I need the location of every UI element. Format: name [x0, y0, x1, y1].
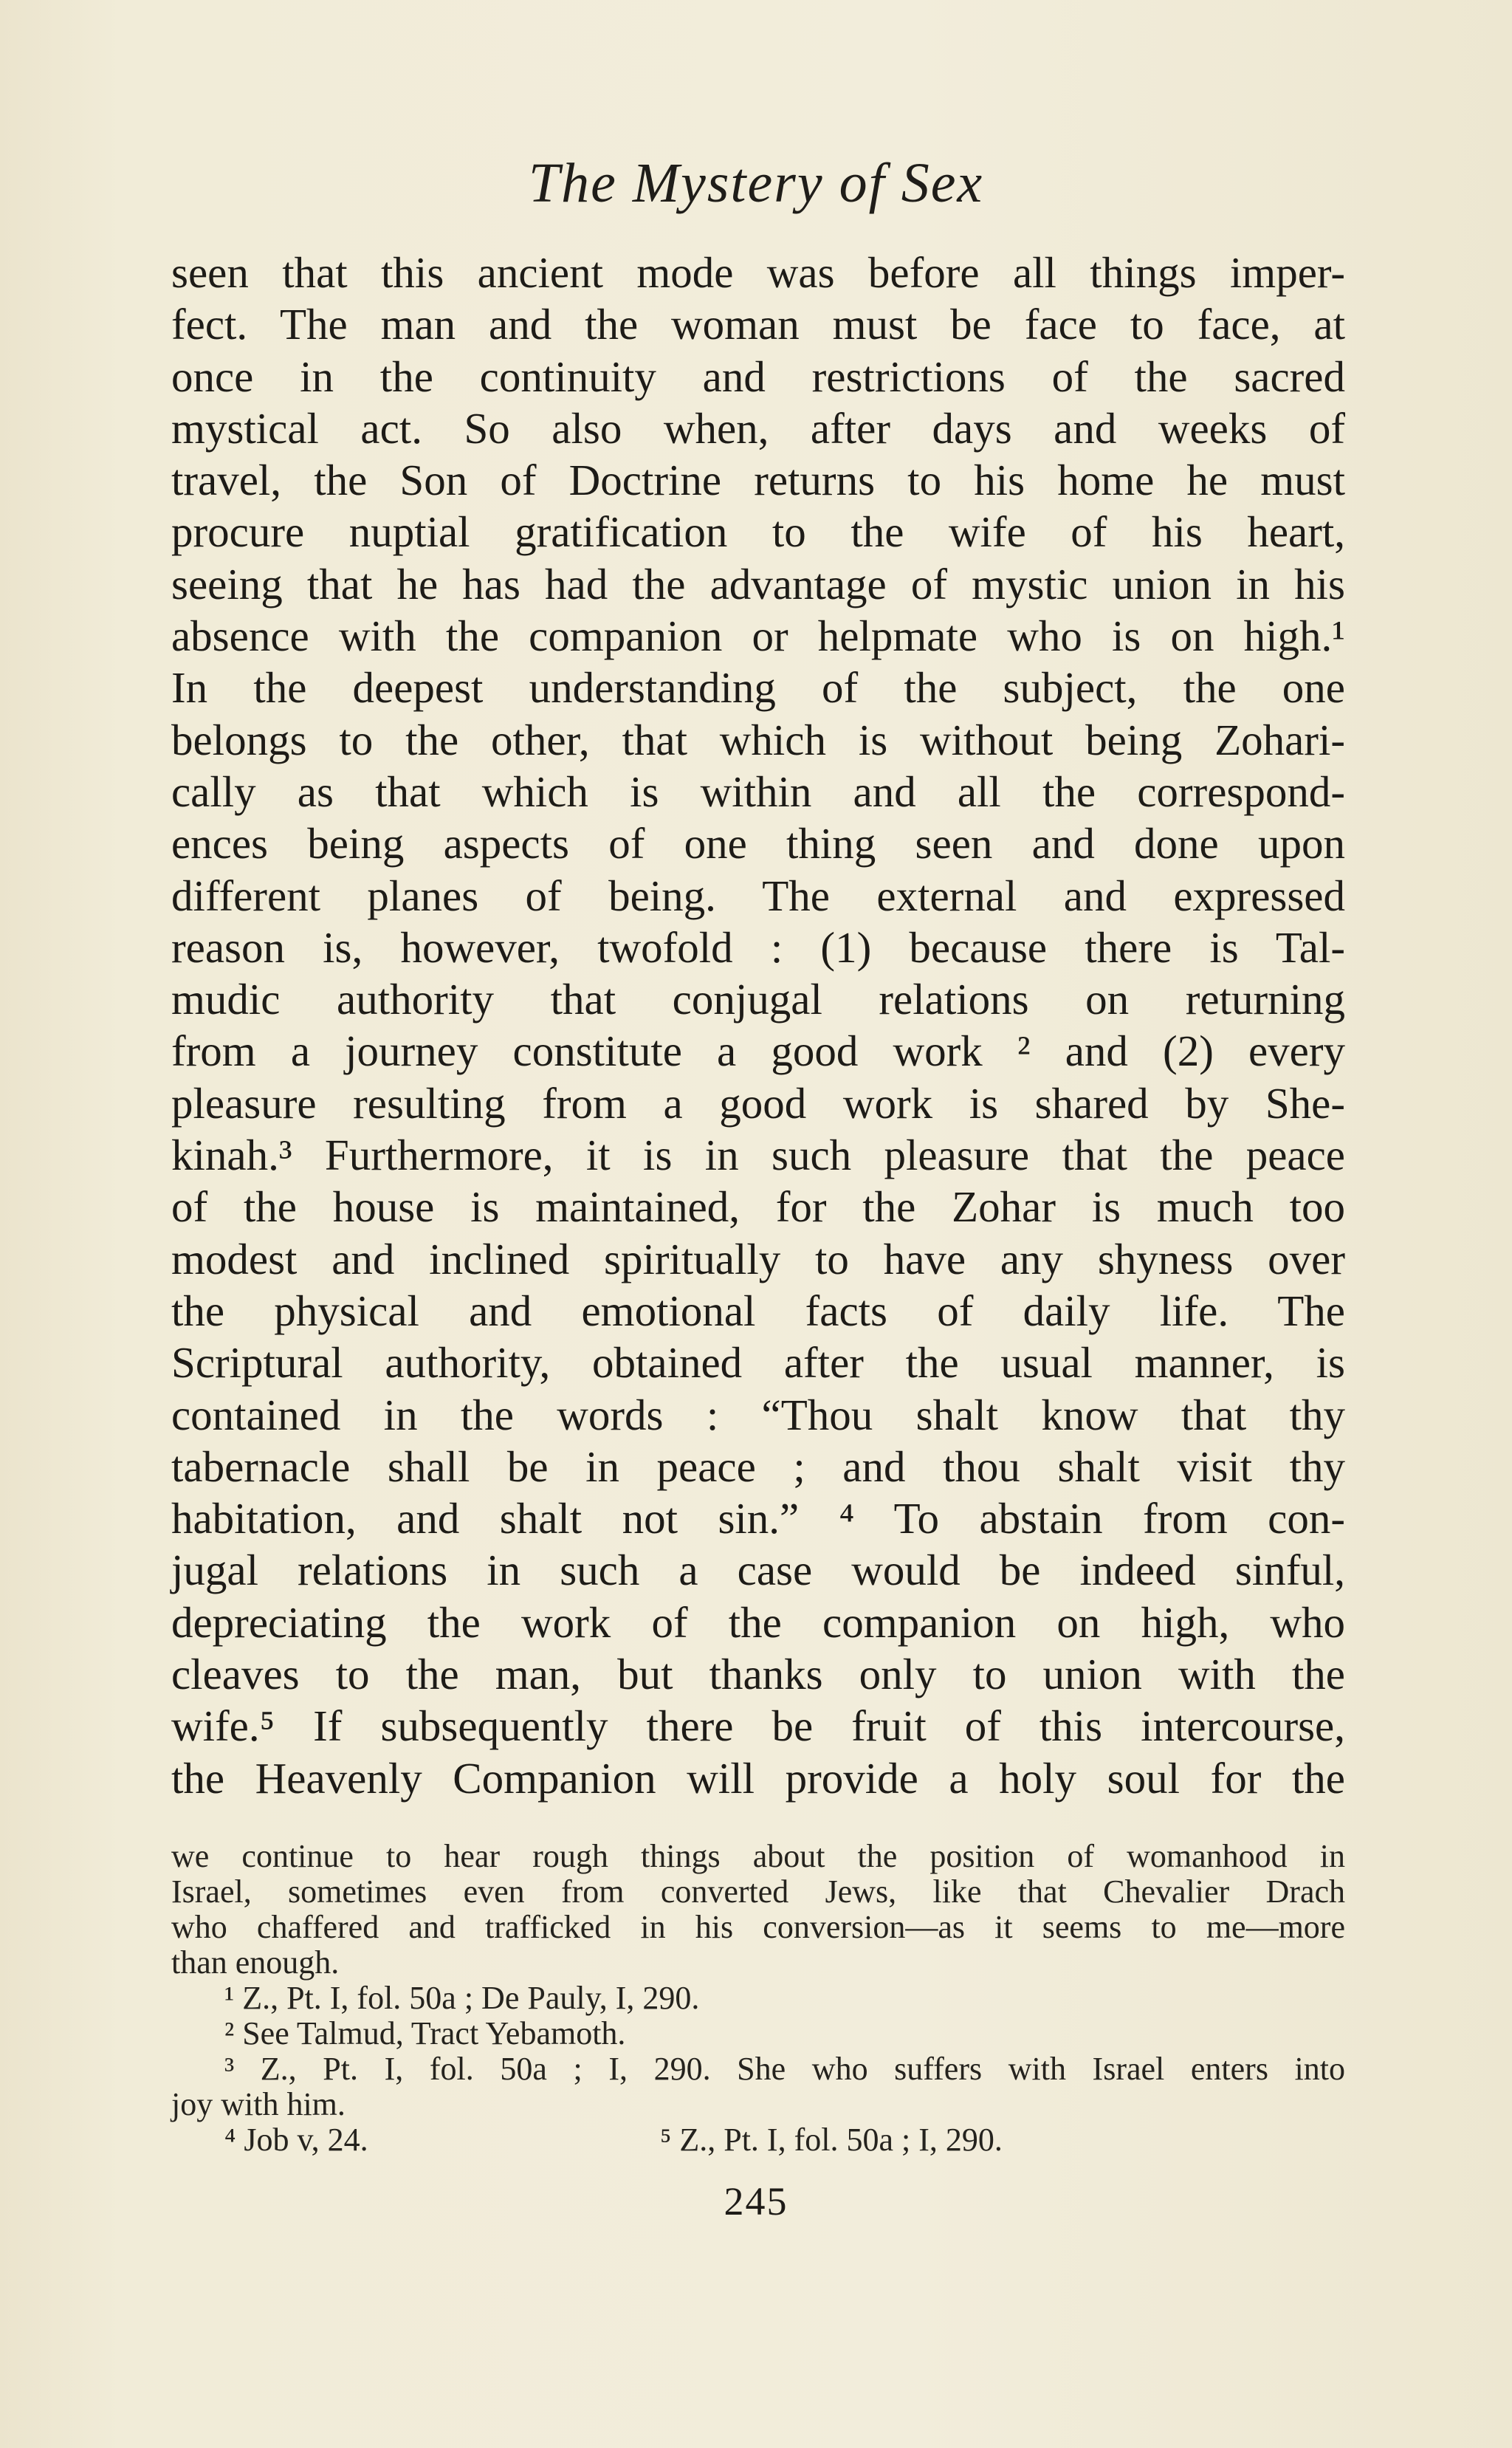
footnote-row	[171, 2122, 1345, 2158]
body-line: from a journey constitute a good work ² and (2) every	[171, 1026, 1345, 1076]
body-line: tabernacle shall be in peace ; and thou shalt visit thy	[171, 1441, 1345, 1491]
body-line: Scriptural authority, obtained after the usual manner, is	[171, 1338, 1345, 1388]
body-line: wife.⁵ If subsequently there be fruit of this intercourse,	[171, 1701, 1345, 1751]
body-line: habitation, and shalt not sin.” ⁴ To abstain from con-	[171, 1494, 1345, 1543]
body-line: jugal relations in such a case would be indeed sinful,	[171, 1546, 1345, 1595]
body-line: procure nuptial gratification to the wife of his heart,	[171, 507, 1345, 557]
body-line: contained in the words : “Thou shalt know that thy	[171, 1390, 1345, 1439]
body-line: seeing that he has had the advantage of mystic union in his	[171, 559, 1345, 608]
body-line: belongs to the other, that which is without being Zohari-	[171, 715, 1345, 764]
body-line: In the deepest understanding of the subject, the one	[171, 663, 1345, 713]
footnote-4: ⁴ Job v, 24.	[224, 2122, 368, 2158]
body-line: once in the continuity and restrictions of the sacred	[171, 352, 1345, 401]
body-line: different planes of being. The external and expressed	[171, 871, 1345, 920]
body-line: fect. The man and the woman must be face to face, at	[171, 300, 1345, 349]
body-line: pleasure resulting from a good work is shared by She-	[171, 1078, 1345, 1128]
body-line: cally as that which is within and all the correspond-	[171, 767, 1345, 816]
footnote-continuation-line: than enough.	[171, 1944, 340, 1981]
body-line: seen that this ancient mode was before all things imper-	[171, 248, 1345, 297]
page-number: 245	[724, 2179, 788, 2224]
body-line: mystical act. So also when, after days and weeks of	[171, 403, 1345, 453]
body-line: kinah.³ Furthermore, it is in such pleasure that the peace	[171, 1131, 1345, 1180]
body-line: of the house is maintained, for the Zohar is much too	[171, 1182, 1345, 1232]
footnotes	[171, 1839, 1345, 2158]
body-line: mudic authority that conjugal relations on returning	[171, 975, 1345, 1024]
body-line: absence with the companion or helpmate who is on high.¹	[171, 611, 1345, 661]
body-line: reason is, however, twofold : (1) because there is Tal-	[171, 922, 1345, 972]
footnote-3: ³ Z., Pt. I, fol. 50a ; I, 290. She who suffers with Israel enters into	[224, 2051, 1345, 2087]
body-line: ences being aspects of one thing seen and done upon	[171, 819, 1345, 868]
body-line: the physical and emotional facts of daily life. The	[171, 1286, 1345, 1335]
body-line: depreciating the work of the companion on high, who	[171, 1597, 1345, 1647]
body-line: cleaves to the man, but thanks only to union with the	[171, 1650, 1345, 1699]
footnote-continuation-line: we continue to hear rough things about the position of womanhood in	[171, 1838, 1345, 1874]
footnote-5: ⁵ Z., Pt. I, fol. 50a ; I, 290.	[660, 2122, 1003, 2158]
running-head: The Mystery of Sex	[528, 152, 984, 214]
body-line: travel, the Son of Doctrine returns to his home he must	[171, 456, 1345, 505]
footnote-continuation-line: Israel, sometimes even from converted Jews, like that Chevalier Drach	[171, 1873, 1345, 1910]
body-text	[171, 247, 1345, 1804]
footnote-continuation-line: who chaffered and trafficked in his conversion—as it seems to me—more	[171, 1909, 1345, 1945]
body-line: the Heavenly Companion will provide a holy soul for the	[171, 1753, 1345, 1803]
footnote-1: ¹ Z., Pt. I, fol. 50a ; De Pauly, I, 290.	[224, 1980, 700, 2016]
body-line: modest and inclined spiritually to have any shyness over	[171, 1234, 1345, 1283]
footnote-3-continuation: joy with him.	[171, 2086, 346, 2122]
footnote-2: ² See Talmud, Tract Yebamoth.	[224, 2015, 626, 2051]
